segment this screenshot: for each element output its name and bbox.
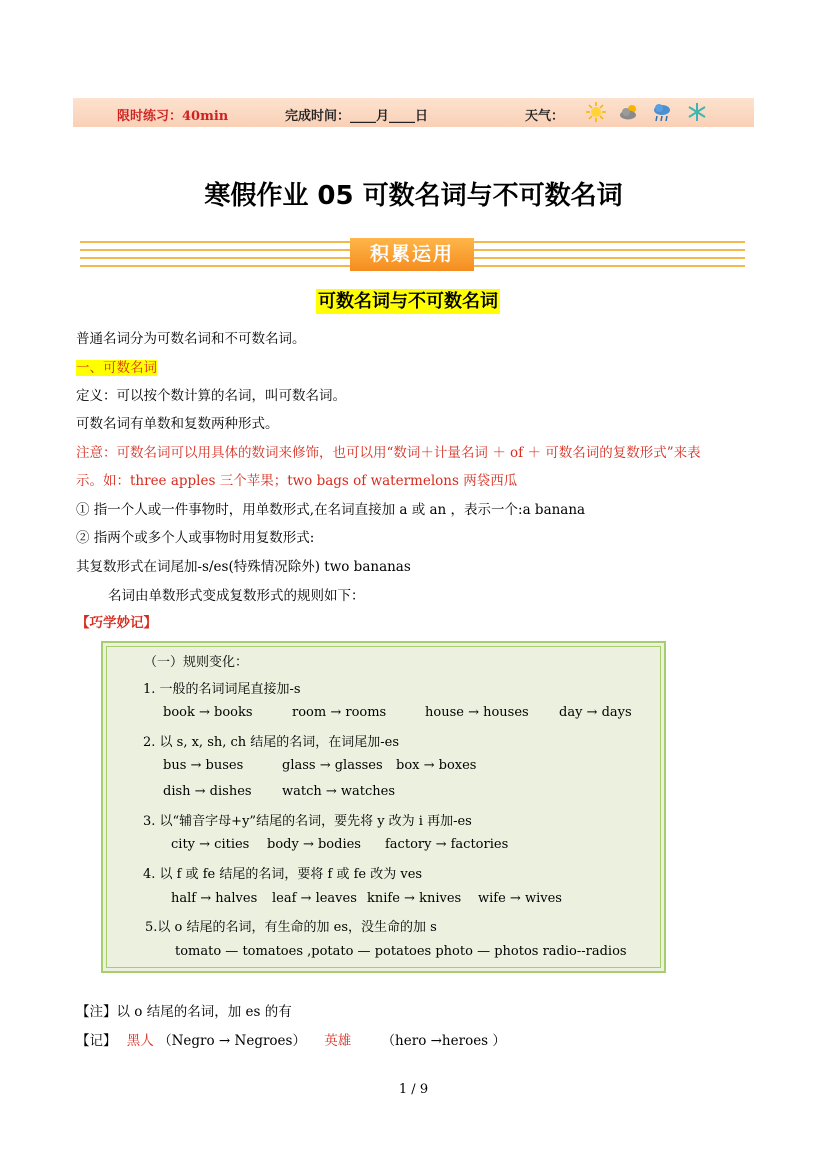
subtitle: 可数名词与不可数名词 <box>318 291 498 312</box>
section-heading: 积累运用 <box>350 238 474 271</box>
example-item: dish → dishes <box>163 784 252 799</box>
example-item: wife → wives <box>478 891 562 906</box>
example-item: bus → buses <box>163 758 244 773</box>
box-heading: （一）规则变化： <box>144 655 249 670</box>
sun-icon <box>585 101 607 123</box>
time-limit-label: 限时练习：40min <box>117 109 229 124</box>
weather-label: 天气： <box>525 109 565 124</box>
example-item: half → halves <box>171 891 258 906</box>
note-line-1: 注意：可数名词可以用具体的数词来修饰，也可以用“数词＋计量名词 ＋ of ＋ 可数名词的复数形式”来表 <box>76 445 701 461</box>
rule-5: 5.以 o 结尾的名词，有生命的加 es，没生命的加 s <box>145 920 437 935</box>
snow-icon <box>686 101 708 123</box>
example-item: factory → factories <box>385 837 509 852</box>
ji-example-1: （Negro → Negroes） <box>158 1033 306 1049</box>
example-item: knife → knives <box>367 891 462 906</box>
ji-label: 【记】 <box>76 1033 117 1049</box>
point-1: ① 指一个人或一件事物时，用单数形式,在名词直接加 a 或 an ，表示一个:a banana <box>76 502 586 518</box>
rule-3: 3. 以“辅音字母+y”结尾的名词，要先将 y 改为 i 再加-es <box>143 814 472 829</box>
note-ji <box>76 1029 506 1049</box>
rule-1: 1. 一般的名词词尾直接加-s <box>143 682 301 697</box>
note-zhu: 【注】以 o 结尾的名词，加 es 的有 <box>76 1004 292 1020</box>
heading-countable-nouns: 一、可数名词 <box>76 360 157 376</box>
intro-text: 普通名词分为可数名词和不可数名词。 <box>76 331 306 347</box>
example-item: city → cities <box>171 837 250 852</box>
completion-time-label: 完成时间：____月____日 <box>285 109 429 124</box>
example-item: leaf → leaves <box>272 891 357 906</box>
example-item: body → bodies <box>267 837 361 852</box>
rules-box <box>101 641 666 973</box>
rule-intro: 名词由单数形式变成复数形式的规则如下： <box>108 588 365 604</box>
example-item: house → houses <box>425 705 529 720</box>
definition-text: 定义：可以按个数计算的名词，叫可数名词。 <box>76 388 346 404</box>
example-item: room → rooms <box>292 705 387 720</box>
rule-4: 4. 以 f 或 fe 结尾的名词，要将 f 或 fe 改为 ves <box>143 867 423 882</box>
rain-icon <box>651 101 673 123</box>
page-title: 寒假作业 05 可数名词与不可数名词 <box>204 181 623 211</box>
header-banner <box>73 98 754 127</box>
point-2: ② 指两个或多个人或事物时用复数形式: <box>76 530 315 546</box>
forms-text: 可数名词有单数和复数两种形式。 <box>76 416 279 432</box>
ji-word-1: 黑人 <box>126 1033 154 1049</box>
ji-example-2: （hero →heroes ） <box>381 1033 506 1049</box>
cloudy-icon <box>618 101 640 123</box>
example-item: watch → watches <box>282 784 396 799</box>
tip-label: 【巧学妙记】 <box>76 615 157 631</box>
ji-word-2: 英雄 <box>324 1033 352 1049</box>
plural-rule: 其复数形式在词尾加-s/es(特殊情况除外) two bananas <box>76 559 411 575</box>
example-item: box → boxes <box>396 758 477 773</box>
example-item: day → days <box>559 705 632 720</box>
example-line: tomato — tomatoes ,potato — potatoes photo — photos radio--radios <box>175 944 627 959</box>
rule-2: 2. 以 s, x, sh, ch 结尾的名词，在词尾加-es <box>143 735 400 750</box>
note-line-2: 示。如：three apples 三个苹果；two bags of watermelons 两袋西瓜 <box>76 473 518 489</box>
page-number: 1 / 9 <box>398 1082 429 1097</box>
example-item: glass → glasses <box>282 758 383 773</box>
example-item: book → books <box>163 705 253 720</box>
